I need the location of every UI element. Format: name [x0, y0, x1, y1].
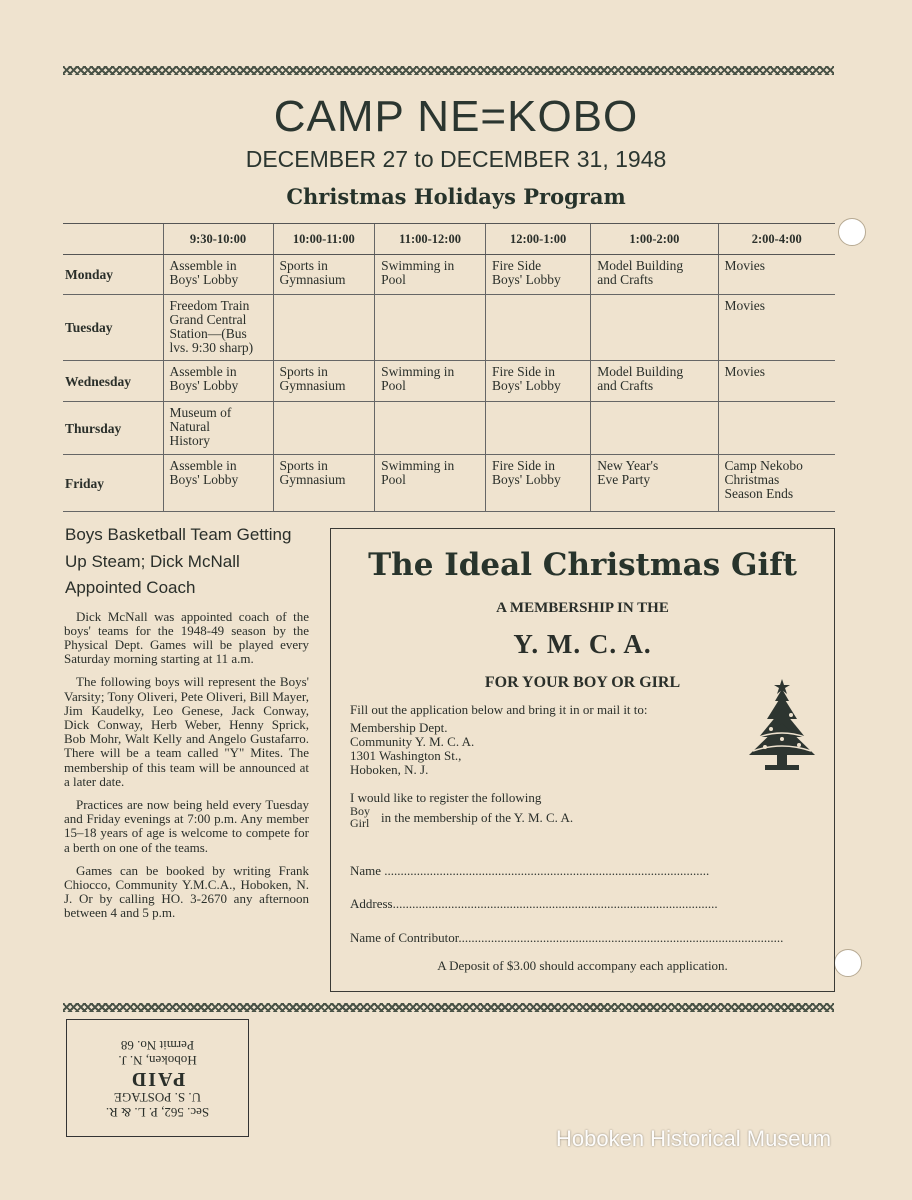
time-header: 2:00-4:00	[718, 224, 835, 255]
article-paragraph: The following boys will represent the Boys' Varsity; Tony Oliveri, Pete Oliveri, Bill Mayer, Jim Kaudelky, Leo Genese, Jack Conway, Dick Conway, Herb Weber, Henny Sprick, Bob Mohr, Walt Kelly and Angelo Gustafarro. There will be a team called "Y" Mites. The membership of this team will be announced at a later date.	[64, 674, 309, 789]
permit-number-line: Permit No. 68	[120, 1038, 195, 1053]
time-header: 9:30-10:00	[163, 224, 273, 255]
schedule-cell: Swimming in Pool	[375, 455, 486, 512]
day-label: Wednesday	[63, 361, 163, 402]
date-range: DECEMBER 27 to DECEMBER 31, 1948	[245, 146, 667, 172]
schedule-cell: Sports in Gymnasium	[273, 455, 375, 512]
schedule-cell: Fire Side in Boys' Lobby	[486, 455, 591, 512]
ad-register-text: I would like to register the following	[350, 790, 542, 805]
day-label: Friday	[63, 455, 163, 512]
schedule-header-row	[63, 224, 835, 255]
schedule-table	[63, 223, 835, 512]
contributor-label: Name of Contributor	[350, 930, 459, 945]
permit-section-line: Sec. 562, P. L. & R.	[105, 1105, 210, 1120]
binder-hole-bottom	[834, 949, 862, 977]
ad-deposit-note: A Deposit of $3.00 should accompany each application.	[437, 958, 728, 973]
day-label: Tuesday	[63, 295, 163, 361]
schedule-row	[63, 295, 835, 361]
page-title: CAMP NE=KOBO	[273, 92, 639, 141]
bottom-ornament-border	[63, 1003, 834, 1012]
time-header: 1:00-2:00	[591, 224, 718, 255]
time-header: 11:00-12:00	[375, 224, 486, 255]
schedule-cell: Movies	[718, 361, 835, 402]
schedule-row	[63, 455, 835, 512]
time-header: 10:00-11:00	[273, 224, 375, 255]
article-paragraph: Games can be booked by writing Frank Chiocco, Community Y.M.C.A., Hoboken, N. J. Or by calling HO. 3-2670 any afternoon between 4 and 5 p.m.	[64, 862, 309, 921]
article-paragraph: Practices are now being held every Tuesday and Friday evenings at 7:00 p.m. Any member 15–18 years of age is welcome to compete for a berth on one of the teams.	[64, 796, 309, 855]
schedule-cell	[273, 295, 375, 361]
schedule-row	[63, 402, 835, 455]
ad-ymca: Y. M. C. A.	[513, 629, 652, 659]
schedule-cell: Fire Side Boys' Lobby	[486, 255, 591, 295]
permit-paid: PAID	[129, 1068, 186, 1090]
ad-membership-line: A MEMBERSHIP IN THE	[496, 600, 669, 616]
day-column-header	[63, 224, 163, 255]
ad-membership-text: in the membership of the Y. M. C. A.	[381, 810, 574, 825]
schedule-row	[63, 361, 835, 402]
schedule-cell	[375, 402, 486, 455]
article-paragraph: Dick McNall was appointed coach of the boys' teams for the 1948-49 season by the Physical Dept. Games will be played every Saturday morning starting at 11 a.m.	[64, 608, 309, 667]
ad-boy-girl-line: FOR YOUR BOY OR GIRL	[484, 674, 681, 691]
permit-postage-line: U. S. POSTAGE	[113, 1090, 202, 1105]
schedule-cell: Movies	[718, 255, 835, 295]
contributor-field[interactable]: Name of Contributor....................................................................................................	[350, 930, 784, 945]
schedule-cell: Model Building and Crafts	[591, 361, 718, 402]
ad-mailing-address: Membership Dept. Community Y. M. C. A. 1301 Washington St., Hoboken, N. J.	[350, 720, 475, 777]
permit-city-line: Hoboken, N. J.	[118, 1053, 197, 1068]
schedule-cell: Sports in Gymnasium	[273, 361, 375, 402]
membership-ad	[330, 528, 835, 992]
schedule-cell: Assemble in Boys' Lobby	[163, 255, 273, 295]
day-label: Thursday	[63, 402, 163, 455]
schedule-cell: Swimming in Pool	[375, 361, 486, 402]
day-label: Monday	[63, 255, 163, 295]
schedule-cell: New Year's Eve Party	[591, 455, 718, 512]
schedule-cell	[486, 295, 591, 361]
schedule-cell: Camp Nekobo Christmas Season Ends	[718, 455, 835, 512]
schedule-body	[63, 255, 835, 512]
basketball-article	[64, 522, 309, 930]
ad-instructions: Fill out the application below and bring it in or mail it to:	[350, 702, 648, 717]
postage-permit-stamp	[66, 1019, 249, 1137]
schedule-cell	[375, 295, 486, 361]
schedule-cell: Model Building and Crafts	[591, 255, 718, 295]
schedule-cell: Assemble in Boys' Lobby	[163, 455, 273, 512]
name-label: Name	[350, 863, 382, 878]
schedule-cell	[273, 402, 375, 455]
schedule-cell	[591, 402, 718, 455]
ad-title: The Ideal Christmas Gift	[368, 547, 797, 583]
boy-option[interactable]: Boy	[350, 804, 371, 818]
schedule-cell	[591, 295, 718, 361]
schedule-cell: Museum of Natural History	[163, 402, 273, 455]
schedule-cell: Assemble in Boys' Lobby	[163, 361, 273, 402]
schedule-cell: Movies	[718, 295, 835, 361]
schedule-cell: Freedom Train Grand Central Station—(Bus lvs. 9:30 sharp)	[163, 295, 273, 361]
schedule-row	[63, 255, 835, 295]
top-ornament-border	[63, 66, 834, 75]
museum-watermark: Hoboken Historical Museum	[556, 1126, 832, 1151]
schedule-cell: Swimming in Pool	[375, 255, 486, 295]
binder-hole-top	[838, 218, 866, 246]
program-heading: Christmas Holidays Program	[286, 184, 626, 209]
schedule-cell: Fire Side in Boys' Lobby	[486, 361, 591, 402]
article-headline: Boys Basketball Team Getting Up Steam; Dick McNall Appointed Coach	[65, 525, 292, 597]
schedule-cell: Sports in Gymnasium	[273, 255, 375, 295]
address-field[interactable]: Address....................................................................................................	[350, 896, 718, 911]
schedule-cell	[718, 402, 835, 455]
girl-option[interactable]: Girl	[350, 816, 370, 830]
time-header: 12:00-1:00	[486, 224, 591, 255]
address-label: Address	[350, 896, 393, 911]
christmas-tree-icon	[745, 679, 819, 775]
name-field[interactable]: Name ....................................................................................................	[350, 863, 710, 878]
schedule-cell	[486, 402, 591, 455]
